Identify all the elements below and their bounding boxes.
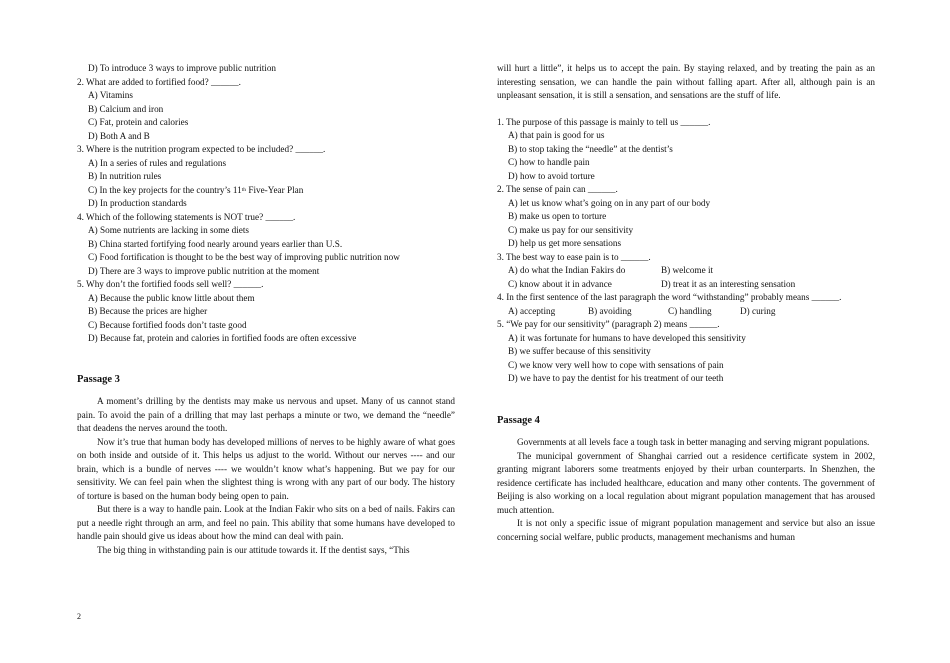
q3-option-c [77, 184, 455, 198]
r-q4-option-a: A) accepting [508, 305, 556, 316]
r-q4-option-d: D) curing [740, 305, 776, 316]
passage3-paragraph: The big thing in withstanding pain is our attitude towards it. If the dentist says, “This [97, 544, 410, 555]
r-q5-stem: 5. “We pay for our sensitivity” (paragraph 2) means ______. [497, 319, 720, 329]
r-q2-option-b: B) make us open to torture [508, 211, 607, 221]
q2-stem: 2. What are added to fortified food? ______. [77, 76, 241, 87]
r-q1-option-c: C) how to handle pain [508, 157, 590, 167]
q2-option-b: B) Calcium and iron [88, 103, 164, 114]
r-q4-option-b: B) avoiding [588, 305, 632, 316]
r-q2-option-c: C) make us pay for our sensitivity [508, 224, 634, 235]
passage3-title: Passage 3 [77, 373, 120, 385]
q4-option-a: A) Some nutrients are lacking in some diets [88, 225, 250, 235]
q3-option-b: B) In nutrition rules [88, 171, 162, 181]
r-q4-stem: 4. In the first sentence of the last paragraph the word “withstanding” probably means ______. [497, 292, 842, 302]
r-q5-option-a: A) it was fortunate for humans to have developed this sensitivity [508, 332, 746, 343]
q3-option-c-ordinal: th [241, 186, 247, 193]
q5-option-a: A) Because the public know little about them [88, 292, 255, 303]
q2-option-c: C) Fat, protein and calories [88, 117, 189, 127]
r-q3-option-d: D) treat it as an interesting sensation [661, 278, 796, 289]
r-q1-stem: 1. The purpose of this passage is mainly to tell us ______. [497, 116, 711, 127]
r-q3-option-b: B) welcome it [661, 265, 714, 275]
q4-option-b: B) China started fortifying food nearly around years earlier than U.S. [88, 238, 343, 249]
q3-stem: 3. Where is the nutrition program expected to be included? ______. [77, 144, 326, 154]
r-q3-options-ab [497, 264, 875, 278]
q4-option-c: C) Food fortification is thought to be the best way of improving public nutrition now [88, 252, 400, 262]
q5-stem: 5. Why don’t the fortified foods sell well? ______. [77, 279, 264, 289]
q4-option-d: D) There are 3 ways to improve public nutrition at the moment [88, 265, 320, 276]
r-q1-option-a: A) that pain is good for us [508, 130, 605, 140]
q3-option-c-rest: Five-Year Plan [246, 184, 304, 195]
q2-option-d: D) Both A and B [88, 130, 150, 141]
passage4-paragraph: Governments at all levels face a tough task in better managing and serving migrant populations. [517, 437, 870, 447]
q4-stem: 4. Which of the following statements is NOT true? ______. [77, 211, 296, 222]
q3-option-d: D) In production standards [88, 198, 187, 208]
passage3-paragraph: But there is a way to handle pain. Look at the Indian Fakir who sits on a bed of nails. Fakirs can put a needle right through an arm, and feel no pain. This ability that some humans have developed to handle pain should give us ideas about how the mind can deal with pain. [77, 504, 455, 541]
r-q3-option-a: A) do what the Indian Fakirs do [508, 265, 626, 275]
r-q3-option-c: C) know about it in advance [508, 278, 612, 289]
r-q4-options [497, 305, 875, 319]
r-q2-stem: 2. The sense of pain can ______. [497, 184, 618, 194]
r-q1-option-b: B) to stop taking the “needle” at the dentist’s [508, 143, 673, 154]
r-q2-option-d: D) help us get more sensations [508, 238, 622, 248]
passage3-paragraph: A moment’s drilling by the dentists may make us nervous and upset. Many of us cannot stand pain. To avoid the pain of a drilling that may last perhaps a minute or two, we demand the “needle” that deadens the nerves around the tooth. [77, 396, 455, 433]
r-q5-option-d: D) we have to pay the dentist for his treatment of our teeth [508, 373, 724, 383]
q5-option-b: B) Because the prices are higher [88, 306, 208, 316]
r-q5-option-c: C) we know very well how to cope with sensations of pain [508, 359, 724, 370]
passage3-paragraph: Now it’s true that human body has developed millions of nerves to be highly aware of what goes on both inside and outside of it. This helps us adjust to the world. Without our nerves ---- and our brain, which is a bundle of nerves ---- we wouldn’t know what’s happening. But we pay for our sensitivity. We can feel pain when the slightest thing is wrong with any part of our body. The history of torture is based on the human body being open to pain. [77, 436, 455, 501]
q1-option-d: D) To introduce 3 ways to improve public nutrition [88, 63, 277, 73]
passage4-paragraph: The municipal government of Shanghai carried out a residence certificate system in 2002, granting migrant laborers some treatments enjoyed by their urban counterparts. In Shenzhen, the residence certificate has included healthcare, education and many other contents. The government of Beijing is also working on a local regulation about migrant population management that has aroused much attention. [497, 450, 875, 515]
left-column [77, 62, 455, 557]
right-column [497, 62, 875, 544]
q5-option-d: D) Because fat, protein and calories in fortified foods are often excessive [88, 333, 357, 343]
r-q3-stem: 3. The best way to ease pain is to ______. [497, 251, 651, 262]
r-q2-option-a: A) let us know what’s going on in any part of our body [508, 197, 711, 208]
page-number: 2 [77, 612, 81, 621]
q5-option-c: C) Because fortified foods don’t taste good [88, 319, 247, 330]
q3-option-c-text: C) In the key projects for the country’s 11 [88, 184, 242, 195]
r-q3-options-cd [497, 278, 875, 292]
r-q4-option-c: C) handling [668, 305, 712, 316]
r-q1-option-d: D) how to avoid torture [508, 170, 595, 181]
passage4-paragraph: It is not only a specific issue of migrant population management and service but also an issue concerning social welfare, public products, management mechanisms and human [497, 518, 875, 542]
q2-option-a: A) Vitamins [88, 90, 133, 100]
r-q5-option-b: B) we suffer because of this sensitivity [508, 346, 651, 356]
q3-option-a: A) In a series of rules and regulations [88, 157, 227, 168]
passage3-continuation: will hurt a little”, it helps us to accept the pain. By staying relaxed, and by treating the pain as an interesting sensation, we can handle the pain without falling apart. After all, although pain is an unpleasant sensation, it is still a sensation, and sensations are the stuff of life. [497, 63, 875, 100]
passage4-title: Passage 4 [497, 414, 540, 426]
